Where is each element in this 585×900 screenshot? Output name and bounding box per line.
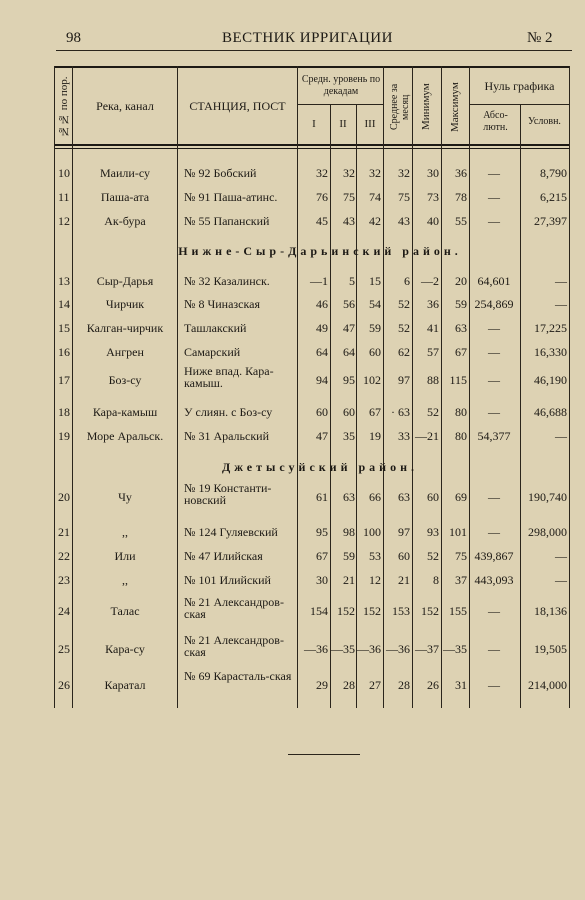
cell-abs: 64,601 xyxy=(477,274,511,288)
cell-cond: — xyxy=(555,573,567,587)
cell-river: Или xyxy=(114,549,136,563)
cell-river: Ак-бура xyxy=(104,214,146,228)
cell-abs: — xyxy=(488,166,500,180)
table-top-rule xyxy=(54,66,569,68)
group-rule-decades xyxy=(297,104,383,105)
cell-max: 155 xyxy=(449,604,467,618)
cell-cond: 46,688 xyxy=(534,405,567,419)
cell-abs: — xyxy=(488,525,500,539)
cell-d1: 47 xyxy=(316,429,328,443)
cell-max: 20 xyxy=(455,274,467,288)
col-d2-header: II xyxy=(339,118,347,130)
cell-river: Кара-су xyxy=(105,642,145,656)
cell-station: № 21 Александров-ская xyxy=(184,595,284,621)
cell-d1: 29 xyxy=(316,678,328,692)
cell-cond: 16,330 xyxy=(534,345,567,359)
cell-max: 59 xyxy=(455,297,467,311)
cell-abs: — xyxy=(488,190,500,204)
cell-d3: 54 xyxy=(369,297,381,311)
cell-min: 152 xyxy=(421,604,439,618)
cell-max: 75 xyxy=(455,549,467,563)
cell-avg: 97 xyxy=(398,525,410,539)
cell-d2: 95 xyxy=(343,373,355,387)
cell-cond: — xyxy=(555,274,567,288)
cell-d2: 5 xyxy=(349,274,355,288)
cell-avg: 32 xyxy=(398,166,410,180)
cell-river: Маили-су xyxy=(100,166,150,180)
cell-abs: — xyxy=(488,321,500,335)
col-line-9 xyxy=(469,66,470,708)
cell-d2: 28 xyxy=(343,678,355,692)
end-rule xyxy=(288,754,360,755)
cell-cond: 298,000 xyxy=(528,525,567,539)
cell-d1: 95 xyxy=(316,525,328,539)
cell-d1: 46 xyxy=(316,297,328,311)
cell-d3: 100 xyxy=(363,525,381,539)
cell-d3: 67 xyxy=(369,405,381,419)
cell-max: 101 xyxy=(449,525,467,539)
cell-river: Калган-чирчик xyxy=(86,321,164,335)
cell-d2: 64 xyxy=(343,345,355,359)
cell-d3: 19 xyxy=(369,429,381,443)
cell-river: Кара-камыш xyxy=(92,405,158,419)
cell-d1: 30 xyxy=(316,573,328,587)
cell-station: № 91 Паша-атинс. xyxy=(184,190,278,204)
cell-d1: 154 xyxy=(310,604,328,618)
cell-abs: 439,867 xyxy=(474,549,514,563)
cell-no: 25 xyxy=(58,642,70,656)
cell-station: № 31 Аральский xyxy=(184,429,270,443)
cell-max: 36 xyxy=(455,166,467,180)
cell-station: № 8 Чиназская xyxy=(184,297,260,311)
cell-river: Талас xyxy=(110,604,140,618)
cell-d2: —35 xyxy=(331,642,355,656)
cell-d2: 21 xyxy=(343,573,355,587)
cell-avg: 52 xyxy=(398,297,410,311)
cell-d2: 47 xyxy=(343,321,355,335)
cell-max: 31 xyxy=(455,678,467,692)
cell-abs: 254,869 xyxy=(474,297,514,311)
col-d3-header: III xyxy=(364,118,376,130)
cell-no: 26 xyxy=(58,678,70,692)
cell-abs: — xyxy=(488,490,500,504)
cell-min: 52 xyxy=(427,405,439,419)
cell-avg: 43 xyxy=(398,214,410,228)
cell-abs: — xyxy=(488,405,500,419)
col-line-1 xyxy=(72,66,73,708)
cell-d2: 152 xyxy=(337,604,355,618)
cell-cond: 46,190 xyxy=(534,373,567,387)
cell-d2: 75 xyxy=(343,190,355,204)
cell-d1: 67 xyxy=(316,549,328,563)
col-zero-group-header: Нуль графика xyxy=(484,79,555,93)
col-min-header: Минимум xyxy=(420,83,432,131)
cell-no: 12 xyxy=(58,214,70,228)
cell-cond: 6,215 xyxy=(540,190,567,204)
col-no-header: №№ по пор. xyxy=(58,76,70,138)
cell-river: Море Аральск. xyxy=(86,429,164,443)
cell-avg: 63 xyxy=(398,490,410,504)
cell-cond: 18,136 xyxy=(534,604,567,618)
cell-d3: 74 xyxy=(369,190,381,204)
cell-abs: — xyxy=(488,373,500,387)
group-rule-zero xyxy=(469,104,569,105)
cell-cond: 8,790 xyxy=(540,166,567,180)
cell-avg: · 63 xyxy=(391,405,410,419)
cell-station: № 69 Карасталь-ская xyxy=(184,669,292,683)
cell-river: ,, xyxy=(122,573,128,587)
cell-avg: 60 xyxy=(398,549,410,563)
cell-station: У слиян. с Боз-су xyxy=(184,405,273,419)
cell-d2: 63 xyxy=(343,490,355,504)
cell-min: 41 xyxy=(427,321,439,335)
cell-d1: 32 xyxy=(316,166,328,180)
cell-min: 93 xyxy=(427,525,439,539)
cell-max: 67 xyxy=(455,345,467,359)
cell-cond: — xyxy=(555,549,567,563)
cell-d3: 32 xyxy=(369,166,381,180)
cell-d2: 32 xyxy=(343,166,355,180)
cell-avg: 75 xyxy=(398,190,410,204)
cell-min: 73 xyxy=(427,190,439,204)
cell-min: 36 xyxy=(427,297,439,311)
cell-max: 80 xyxy=(455,429,467,443)
cell-station: № 19 Константи-новский xyxy=(184,481,272,507)
cell-no: 19 xyxy=(58,429,70,443)
cell-station: № 47 Илийская xyxy=(184,549,263,563)
cell-avg: 6 xyxy=(404,274,410,288)
col-line-11 xyxy=(569,66,570,708)
cell-d3: 12 xyxy=(369,573,381,587)
cell-d2: 43 xyxy=(343,214,355,228)
cell-d1: 61 xyxy=(316,490,328,504)
header-rule xyxy=(56,50,572,51)
cell-no: 18 xyxy=(58,405,70,419)
cell-d3: —36 xyxy=(357,642,381,656)
cell-station: Ташлакский xyxy=(184,321,247,335)
cell-d1: 49 xyxy=(316,321,328,335)
cell-station: № 101 Илийский xyxy=(184,573,271,587)
cell-d3: 42 xyxy=(369,214,381,228)
cell-min: 60 xyxy=(427,490,439,504)
cell-d3: 15 xyxy=(369,274,381,288)
cell-no: 13 xyxy=(58,274,70,288)
cell-d3: 59 xyxy=(369,321,381,335)
cell-cond: — xyxy=(555,297,567,311)
cell-no: 16 xyxy=(58,345,70,359)
cell-station: № 124 Гуляевский xyxy=(184,525,278,539)
cell-min: 88 xyxy=(427,373,439,387)
cell-d1: 45 xyxy=(316,214,328,228)
cell-d1: 76 xyxy=(316,190,328,204)
cell-d1: 64 xyxy=(316,345,328,359)
cell-cond: 19,505 xyxy=(534,642,567,656)
cell-min: 8 xyxy=(433,573,439,587)
cell-avg: 62 xyxy=(398,345,410,359)
cell-d1: 60 xyxy=(316,405,328,419)
cell-no: 17 xyxy=(58,373,70,387)
cell-d2: 35 xyxy=(343,429,355,443)
cell-station: № 21 Александров-ская xyxy=(184,633,284,659)
cell-cond: 17,225 xyxy=(534,321,567,335)
cell-river: Каратал xyxy=(104,678,146,692)
cell-no: 14 xyxy=(58,297,70,311)
col-line-0 xyxy=(54,66,55,708)
col-decades-group-header: Средн. уровень по декадам xyxy=(301,74,381,97)
cell-avg: 153 xyxy=(392,604,410,618)
col-absolute-header: Абсо-лютн. xyxy=(483,110,508,133)
cell-station: № 92 Бобский xyxy=(184,166,257,180)
cell-avg: 97 xyxy=(398,373,410,387)
cell-avg: 33 xyxy=(398,429,410,443)
cell-max: 80 xyxy=(455,405,467,419)
issue-number: № 2 xyxy=(527,30,553,46)
cell-d1: —1 xyxy=(310,274,328,288)
cell-river: Боз-су xyxy=(108,373,142,387)
cell-min: 57 xyxy=(427,345,439,359)
cell-abs: 443,093 xyxy=(474,573,514,587)
table-head-rule-2 xyxy=(54,148,569,149)
cell-min: 30 xyxy=(427,166,439,180)
cell-min: 40 xyxy=(427,214,439,228)
cell-cond: 214,000 xyxy=(528,678,567,692)
cell-d3: 27 xyxy=(369,678,381,692)
cell-abs: — xyxy=(488,642,500,656)
cell-d1: —36 xyxy=(304,642,328,656)
cell-max: —35 xyxy=(443,642,467,656)
cell-abs: — xyxy=(488,345,500,359)
cell-no: 20 xyxy=(58,490,70,504)
cell-river: Ангрен xyxy=(106,345,144,359)
cell-max: 37 xyxy=(455,573,467,587)
cell-no: 23 xyxy=(58,573,70,587)
cell-avg: 21 xyxy=(398,573,410,587)
cell-abs: 54,377 xyxy=(477,429,511,443)
journal-title: ВЕСТНИК ИРРИГАЦИИ xyxy=(222,30,393,46)
cell-abs: — xyxy=(488,678,500,692)
cell-max: 69 xyxy=(455,490,467,504)
section-dzhetysu: Джетысуйский район. xyxy=(221,460,419,474)
col-d1-header: I xyxy=(312,118,316,130)
cell-no: 15 xyxy=(58,321,70,335)
cell-max: 63 xyxy=(455,321,467,335)
table-head-rule xyxy=(54,144,569,146)
cell-d1: 94 xyxy=(316,373,328,387)
cell-cond: — xyxy=(555,429,567,443)
cell-d3: 66 xyxy=(369,490,381,504)
cell-no: 10 xyxy=(58,166,70,180)
cell-min: —21 xyxy=(415,429,439,443)
cell-avg: 52 xyxy=(398,321,410,335)
page-number: 98 xyxy=(66,30,81,46)
col-river-header: Река, канал xyxy=(96,99,154,113)
cell-max: 55 xyxy=(455,214,467,228)
cell-no: 22 xyxy=(58,549,70,563)
cell-d3: 152 xyxy=(363,604,381,618)
cell-d3: 53 xyxy=(369,549,381,563)
cell-river: Паша-ата xyxy=(100,190,150,204)
col-month-avg-header: Среднее за месяц xyxy=(389,83,411,131)
col-station-header: СТАНЦИЯ, ПОСТ xyxy=(189,99,286,113)
cell-d2: 98 xyxy=(343,525,355,539)
cell-station: № 55 Папанский xyxy=(184,214,270,228)
cell-abs: — xyxy=(488,604,500,618)
cell-d3: 60 xyxy=(369,345,381,359)
cell-min: —2 xyxy=(421,274,439,288)
cell-river: Чирчик xyxy=(105,297,145,311)
cell-d3: 102 xyxy=(363,373,381,387)
cell-min: 52 xyxy=(427,549,439,563)
col-line-2 xyxy=(177,66,178,708)
cell-cond: 190,740 xyxy=(528,490,567,504)
cell-no: 24 xyxy=(58,604,70,618)
cell-river: ,, xyxy=(122,525,128,539)
cell-min: —37 xyxy=(415,642,439,656)
col-conditional-header: Условн. xyxy=(528,116,561,127)
cell-d2: 59 xyxy=(343,549,355,563)
cell-river: Сыр-Дарья xyxy=(96,274,154,288)
cell-max: 115 xyxy=(449,373,467,387)
cell-abs: — xyxy=(488,214,500,228)
cell-max: 78 xyxy=(455,190,467,204)
cell-river: Чу xyxy=(118,490,132,504)
section-lower-syr-darya: Нижне-Сыр-Дарьинский район. xyxy=(178,244,462,258)
cell-d2: 56 xyxy=(343,297,355,311)
cell-d2: 60 xyxy=(343,405,355,419)
col-max-header: Максимум xyxy=(449,82,461,132)
cell-station: Ниже впад. Кара-камыш. xyxy=(184,364,274,390)
cell-no: 11 xyxy=(58,190,70,204)
cell-station: № 32 Казалинск. xyxy=(184,274,270,288)
cell-no: 21 xyxy=(58,525,70,539)
cell-avg: 28 xyxy=(398,678,410,692)
cell-station: Самарский xyxy=(184,345,241,359)
cell-cond: 27,397 xyxy=(534,214,567,228)
cell-avg: —36 xyxy=(386,642,410,656)
cell-min: 26 xyxy=(427,678,439,692)
